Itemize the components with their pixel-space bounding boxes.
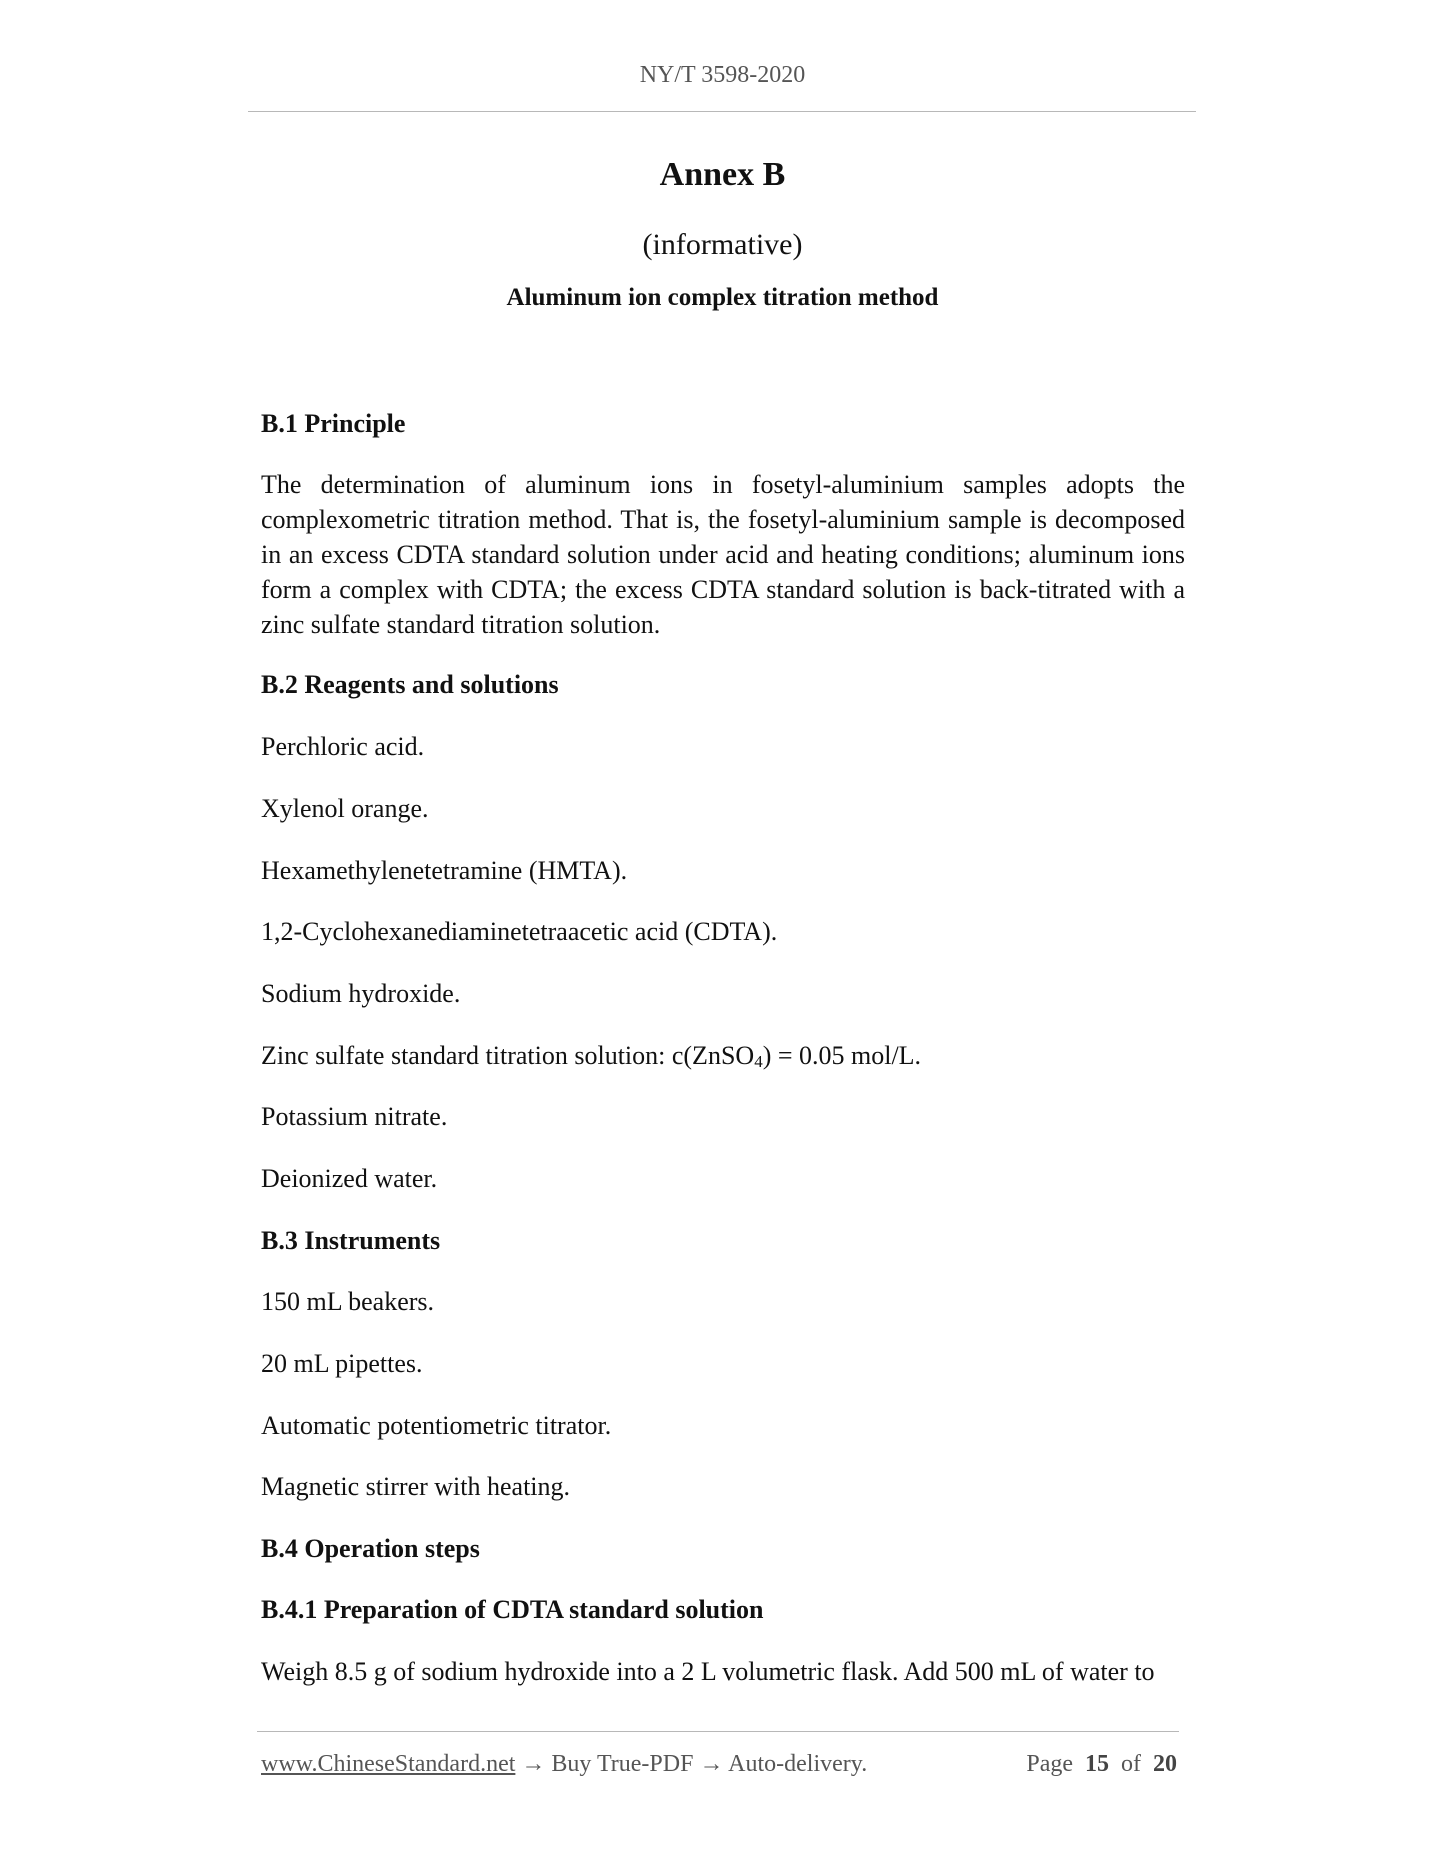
- buy-pdf-text: Buy True-PDF: [551, 1751, 694, 1777]
- section-b1-paragraph: The determination of aluminum ions in fosetyl-aluminium samples adopts the complexometric titration method. That is, the fosetyl-aluminium sample is decomposed in an excess CDTA standard solution under acid and heating conditions; aluminum ions form a complex with CDTA; the excess CDTA standard solution is back-titrated with a zinc sulfate standard titration solution.: [261, 470, 1185, 639]
- of-label: of: [1121, 1751, 1141, 1777]
- zinc-text-post: ) = 0.05 mol/L.: [762, 1041, 922, 1070]
- footer-promo: [261, 1751, 867, 1778]
- page-footer: [261, 1751, 1181, 1785]
- section-b2-heading: B.2 Reagents and solutions: [261, 670, 559, 699]
- instrument-item: 20 mL pipettes.: [261, 1349, 423, 1378]
- page-total: 20: [1153, 1751, 1177, 1777]
- reagent-item: Hexamethylenetetramine (HMTA).: [261, 856, 628, 885]
- section-b41-heading: B.4.1 Preparation of CDTA standard solution: [261, 1595, 764, 1624]
- zinc-text-pre: Zinc sulfate standard titration solution: c(ZnSO: [261, 1041, 755, 1070]
- annex-title: Annex B: [659, 156, 786, 193]
- section-b1-heading: B.1 Principle: [261, 409, 406, 438]
- reagent-item: Xylenol orange.: [261, 794, 429, 823]
- document-code-header: NY/T 3598-2020: [639, 62, 806, 88]
- arrow-right-icon: →: [699, 1751, 724, 1777]
- annex-subtitle: Aluminum ion complex titration method: [506, 284, 939, 311]
- page-number: [1026, 1751, 1177, 1778]
- reagent-item: Deionized water.: [261, 1164, 438, 1193]
- footer-divider: [257, 1731, 1179, 1732]
- website-link[interactable]: www.ChineseStandard.net: [261, 1751, 516, 1777]
- reagent-item: Perchloric acid.: [261, 732, 425, 761]
- page-current: 15: [1085, 1751, 1109, 1777]
- zinc-subscript: 4: [754, 1052, 763, 1071]
- page-label: Page: [1026, 1751, 1073, 1777]
- instrument-item: 150 mL beakers.: [261, 1287, 435, 1316]
- section-b41-paragraph: Weigh 8.5 g of sodium hydroxide into a 2 L volumetric flask. Add 500 mL of water to: [261, 1657, 1155, 1686]
- section-b3-heading: B.3 Instruments: [261, 1226, 441, 1255]
- reagent-item: 1,2-Cyclohexanediaminetetraacetic acid (CDTA).: [261, 917, 778, 946]
- annex-type: (informative): [642, 228, 803, 261]
- reagent-item-zinc-sulfate: [261, 1038, 1185, 1079]
- instrument-item: Magnetic stirrer with heating.: [261, 1472, 571, 1501]
- section-b4-heading: B.4 Operation steps: [261, 1534, 480, 1563]
- header-divider: [248, 111, 1196, 112]
- arrow-right-icon: →: [521, 1751, 546, 1777]
- reagent-item: Sodium hydroxide.: [261, 979, 461, 1008]
- instrument-item: Automatic potentiometric titrator.: [261, 1411, 612, 1440]
- auto-delivery-text: Auto-delivery.: [728, 1751, 868, 1777]
- reagent-item: Potassium nitrate.: [261, 1102, 448, 1131]
